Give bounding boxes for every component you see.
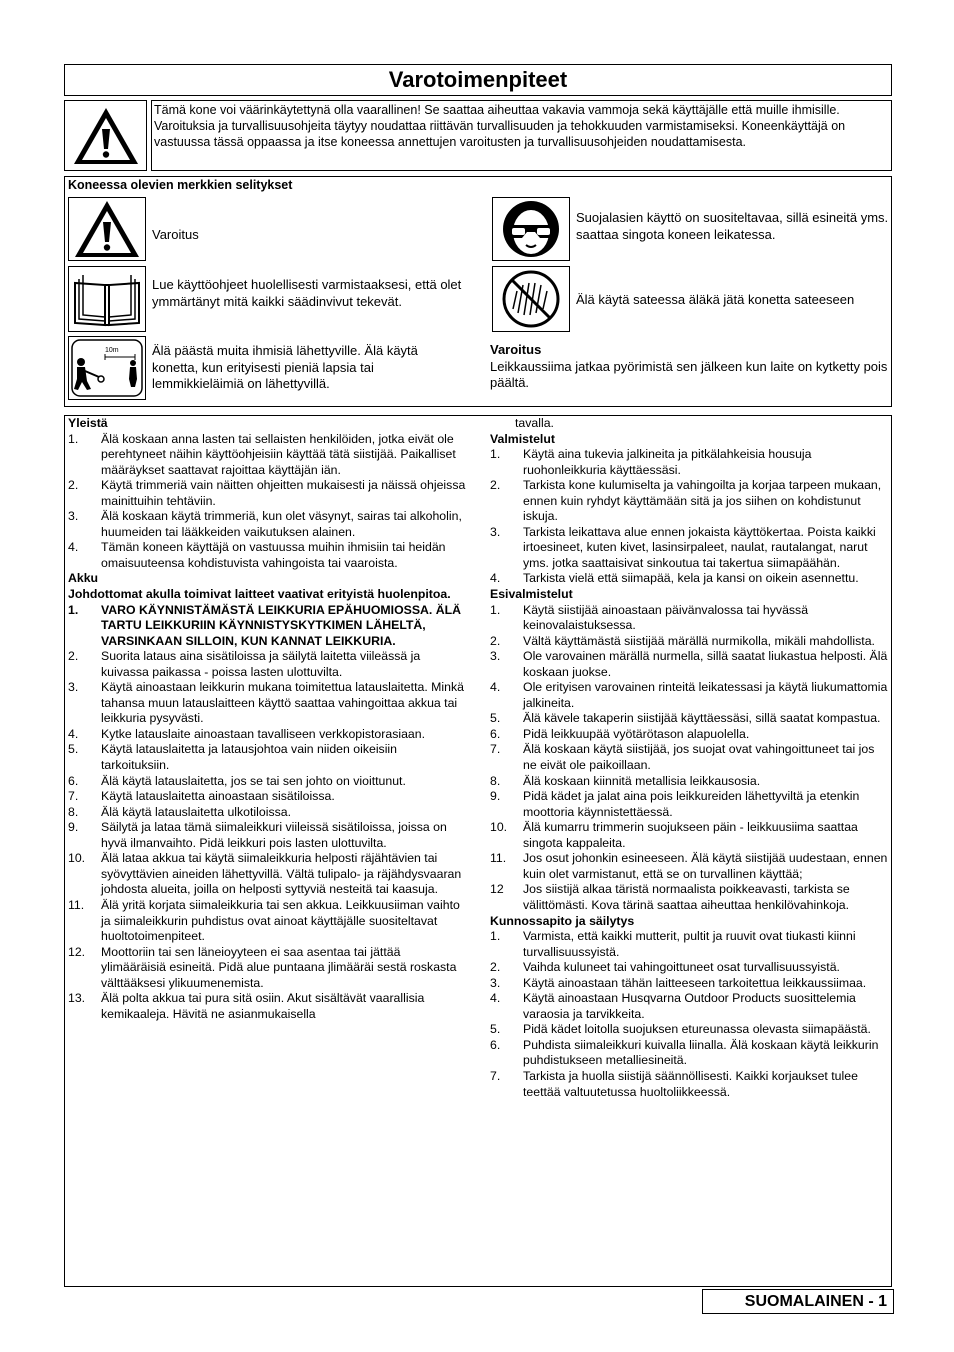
list-item: 2. Suorita lataus aina sisätiloissa ja säilytä laitetta viileässä ja kuivassa paikassa - poissa lasten ulottuvilta.	[68, 649, 421, 679]
symbol-rain-box	[492, 266, 570, 332]
symbols-section	[64, 176, 892, 407]
note-title: Varoitus	[490, 342, 542, 357]
list-item: 5. Pidä kädet loitolla suojuksen etureunassa olevasta siimapäästä.	[490, 1022, 871, 1037]
no-rain-icon	[493, 267, 569, 331]
title-box	[64, 64, 892, 96]
list-item: 12 Jos siistijä alkaa täristä normaalista poikkeavasti, tarkista se välittömästi. Kova tärinä saattaa aiheuttaa henkilövahinkoja.	[490, 882, 850, 912]
list-item: 9. Säilytä ja lataa tämä siimaleikkuri viileissä sisätiloissa, joissa on hyvä ilmanvaihto. Pidä leikkuri pois lasten ulottuvilta.	[68, 820, 447, 850]
battery-title: Akku	[68, 571, 99, 586]
list-item: 2. Käytä trimmeriä vain näitten ohjeitten mukaisesti ja näissä ohjeissa mainittuihin tehtäviin.	[68, 478, 466, 508]
list-item: 7. Älä koskaan käytä siistijää, jos suojat ovat vahingoittuneet tai jos ne eivät ole paikoillaan.	[490, 742, 875, 773]
maintenance-title: Kunnossapito ja säilytys	[490, 913, 635, 928]
list-item: 4. Ole erityisen varovainen rinteitä leikatessasi ja käytä liukumattomia jalkineita.	[490, 680, 888, 710]
battery-list	[68, 649, 466, 1022]
general-title: Yleistä	[68, 416, 108, 430]
footer-box	[702, 1289, 894, 1314]
warning-triangle-icon	[69, 198, 145, 260]
warning-triangle-icon	[71, 105, 141, 167]
list-item: 4. Kytke latauslaite ainoastaan tavalliseen verkkopistorasiaan.	[68, 726, 426, 741]
list-item: 2. Vaihda kuluneet tai vahingoittuneet osat turvallisuussyistä.	[490, 960, 840, 975]
instructions-section	[64, 415, 892, 1287]
list-item: 6. Pidä leikkuupää vyötärötason alapuolella.	[490, 726, 750, 741]
list-item: 6. Älä käytä latauslaitetta, jos se tai sen johto on vioittunut.	[68, 773, 406, 788]
symbol-warning-box	[68, 197, 146, 261]
right-column	[490, 416, 890, 1100]
symbol-manual-text: Lue käyttöohjeet huolellisesti varmistaaksesi, että olet ymmärtänyt mitä kaikki säädinvivut tekevät.	[152, 277, 462, 309]
list-item: 3. Käytä ainoastaan leikkurin mukana toimitettua latauslaitetta. Minkä tahansa muun latauslaitteen käyttö saattaa vahingoittaa akkua tai leikkuria pysyvästi.	[68, 680, 464, 726]
battery-first-warning	[68, 603, 466, 650]
maintenance-list	[490, 929, 890, 1100]
distance-label: 10m	[105, 347, 119, 354]
pre-preparations-list	[490, 603, 890, 914]
list-item: 1. Älä koskaan anna lasten tai sellaisten henkilöiden, jotka eivät ole perehtyneet näihin käyttöohjeisiin käyttää tätä siistijää. Paikalliset määräykset saattavat rajoittaa käyttäjän iän.	[68, 431, 456, 477]
list-item: 3. Tarkista leikattava alue ennen jokaista käyttökertaa. Poista kaikki irtoesineet, kuten kivet, lasinsirpaleet, naulat, rautalangat, narut yms. jotka saattaisivat sinkoutua tai takertua siimapäähän.	[490, 524, 876, 570]
list-item: 12. Moottoriin tai sen läneioyyteen ei saa asentaa tai jättää ylimääräisiä esineitä. Pidä alue puntaana jlimääräi sestä roskasta välttääksesi ylikuumenemista.	[68, 944, 457, 990]
symbol-manual-box	[68, 266, 146, 332]
symbol-goggles-text: Suojalasien käyttö on suositeltavaa, sillä esineitä yms. saattaa singota koneen leikatessa.	[576, 210, 889, 242]
list-item: 8. Älä koskaan kiinnitä metallisia leikkausosia.	[490, 773, 761, 788]
list-item: 3. Käytä ainoastaan tähän laitteeseen tarkoitettua leikkaussiimaa.	[490, 975, 867, 990]
symbol-warning-text: Varoitus	[152, 227, 199, 242]
safety-goggles-icon	[493, 198, 569, 260]
preparations-title: Valmistelut	[490, 431, 555, 446]
note-text: Leikkaussiima jatkaa pyörimistä sen jälkeen kun laite on kytketty pois päältä.	[490, 358, 888, 390]
symbol-distance-box	[68, 336, 146, 400]
open-book-icon	[69, 267, 145, 331]
list-item: 3. Ole varovainen märällä nurmella, sillä saatat liukastua helposti. Älä koskaan juokse.	[490, 649, 888, 679]
symbol-note	[490, 342, 890, 392]
intro-text: Tämä kone voi väärinkäytettynä olla vaarallinen! Se saattaa aiheuttaa vakavia vammoja sekä käyttäjälle että muille ihmisille. Varoituksia ja turvallisuusohjeita täytyy noudattaa riittävän turvallisuuden ja tehokkuuden varmistamiseksi. Koneenkäyttäjä on vastuussa tässä oppaassa ja itse koneessa annettujen varoitusten ja turvallisuusohjeiden noudattamisesta.	[154, 103, 846, 149]
page-title: Varotoimenpiteet	[388, 67, 568, 92]
list-item: 3. Älä koskaan käytä trimmeriä, kun olet väsynyt, sairas tai alkoholin, huumeiden tai lääkkeiden vaikutuksen alainen.	[68, 509, 462, 539]
intro-warning-icon-box	[64, 100, 147, 171]
list-item: 4. Käytä ainoastaan Husqvarna Outdoor Products suosittelemia varaosia ja tarvikkeita.	[490, 991, 856, 1021]
symbol-goggles-box	[492, 197, 570, 261]
battery-continued: tavalla.	[515, 416, 554, 430]
list-item: 10. Älä lataa akkua tai käytä siimaleikkuria helposti räjähtävien tai syövyttävien aineiden lähettyvillä. Vältä tulipalo- ja räjähdysvaaran johdosta alueita, joilla on helposti syttyviä nesteitä tai kaasuja.	[68, 851, 462, 897]
list-item: 1. Käytä aina tukevia jalkineita ja pitkälahkeisia housuja ruohonleikkuria käyttäessäsi.	[490, 447, 812, 477]
list-item: 1. Varmista, että kaikki mutterit, pultit ja ruuvit ovat tiukasti kiinni turvallisuussyistä.	[490, 929, 856, 959]
left-column	[68, 416, 466, 1022]
list-item: 5. Älä kävele takaperin siistijää käyttäessäsi, sillä saatat kompastua.	[490, 711, 881, 726]
list-item: 7. Käytä latauslaitetta ainoastaan sisätiloissa.	[68, 789, 335, 804]
symbol-distance-text: Älä päästä muita ihmisiä lähettyville. Älä käytä konetta, kun erityisesti pieniä lapsia tai lemmikkieläimiä on lähettyvillä.	[152, 343, 418, 391]
pre-preparations-title: Esivalmistelut	[490, 587, 573, 602]
intro-box	[151, 100, 892, 171]
list-item: 4. Tarkista vielä että siimapää, kela ja kansi on oikein asennettu.	[490, 571, 859, 586]
battery-subtitle: Johdottomat akulla toimivat laitteet vaativat erityistä huolenpitoa.	[68, 587, 451, 602]
list-item: 2. Tarkista kone kulumiselta ja vahingoilta ja korjaa tarpeen mukaan, ennen kuin ryhdyt käyttämään sitä ja jos siihen on kohdistunut iskuja.	[490, 478, 882, 524]
symbols-title: Koneessa olevien merkkien selitykset	[68, 178, 293, 192]
list-item: 8. Älä käytä latauslaitetta ulkotiloissa.	[68, 804, 292, 819]
list-item: 7. Tarkista ja huolla siistijä säännöllisesti. Kaikki korjaukset tulee teettää valtuutetussa huoltoliikkeessä.	[490, 1068, 858, 1099]
list-item: 13. Älä polta akkua tai pura sitä osiin. Akut sisältävät vaarallisia kemikaaleja. Hävitä ne asianmukaisella	[68, 991, 425, 1021]
list-item: 9. Pidä kädet ja jalat aina pois leikkureiden lähettyviltä ja etenkin moottoria käynnistettäessä.	[490, 789, 860, 819]
list-item: 5. Käytä latauslaitetta ja latausjohtoa vain niiden oikeisiin tarkoituksiin.	[68, 742, 397, 773]
list-item: 11. Jos osut johonkin esineeseen. Älä käytä siistijää uudestaan, ennen kuin olet varmistanut, että se on turvallinen käyttää;	[490, 851, 888, 881]
symbol-rain-text: Älä käytä sateessa äläkä jätä konetta sateeseen	[576, 292, 855, 307]
list-item: 10. Älä kumarru trimmerin suojukseen päin - leikkuusiima saattaa singota kappaleita.	[490, 820, 858, 850]
list-item: 2. Vältä käyttämästä siistijää märällä nurmikolla, mikäli mahdollista.	[490, 633, 875, 648]
page-footer: SUOMALAINEN - 1	[744, 1293, 887, 1310]
preparations-list	[490, 447, 890, 587]
list-item: 4. Tämän koneen käyttäjä on vastuussa muihin ihmisiin tai heidän omaisuuteensa kohdistuvista vahingoista tai vaaroista.	[68, 540, 446, 570]
list-item: 1. VARO KÄYNNISTÄMÄSTÄ LEIKKURIA EPÄHUOMIOSSA. ÄLÄ TARTU LEIKKURIIN KÄYNNISTYSKYTKIMEN LÄHELTÄ, VARSINKAAN SILLOIN, KUN KANNAT LEIKKURIA.	[68, 602, 462, 648]
list-item: 11. Älä yritä korjata siimaleikkuria tai sen akkua. Leikkuusiiman vaihto ja siimaleikkurin puhdistus ovat ainoat käyttäjälle suositeltavat huoltotoimenpiteet.	[68, 897, 460, 944]
list-item: 1. Käytä siistijää ainoastaan päivänvalossa tai hyvässä keinovalaistuksessa.	[490, 602, 809, 633]
list-item: 6. Puhdista siimaleikkuri kuivalla liinalla. Älä koskaan käytä leikkurin puhdistukseen metalliesineitä.	[490, 1037, 879, 1068]
general-list	[68, 432, 466, 572]
